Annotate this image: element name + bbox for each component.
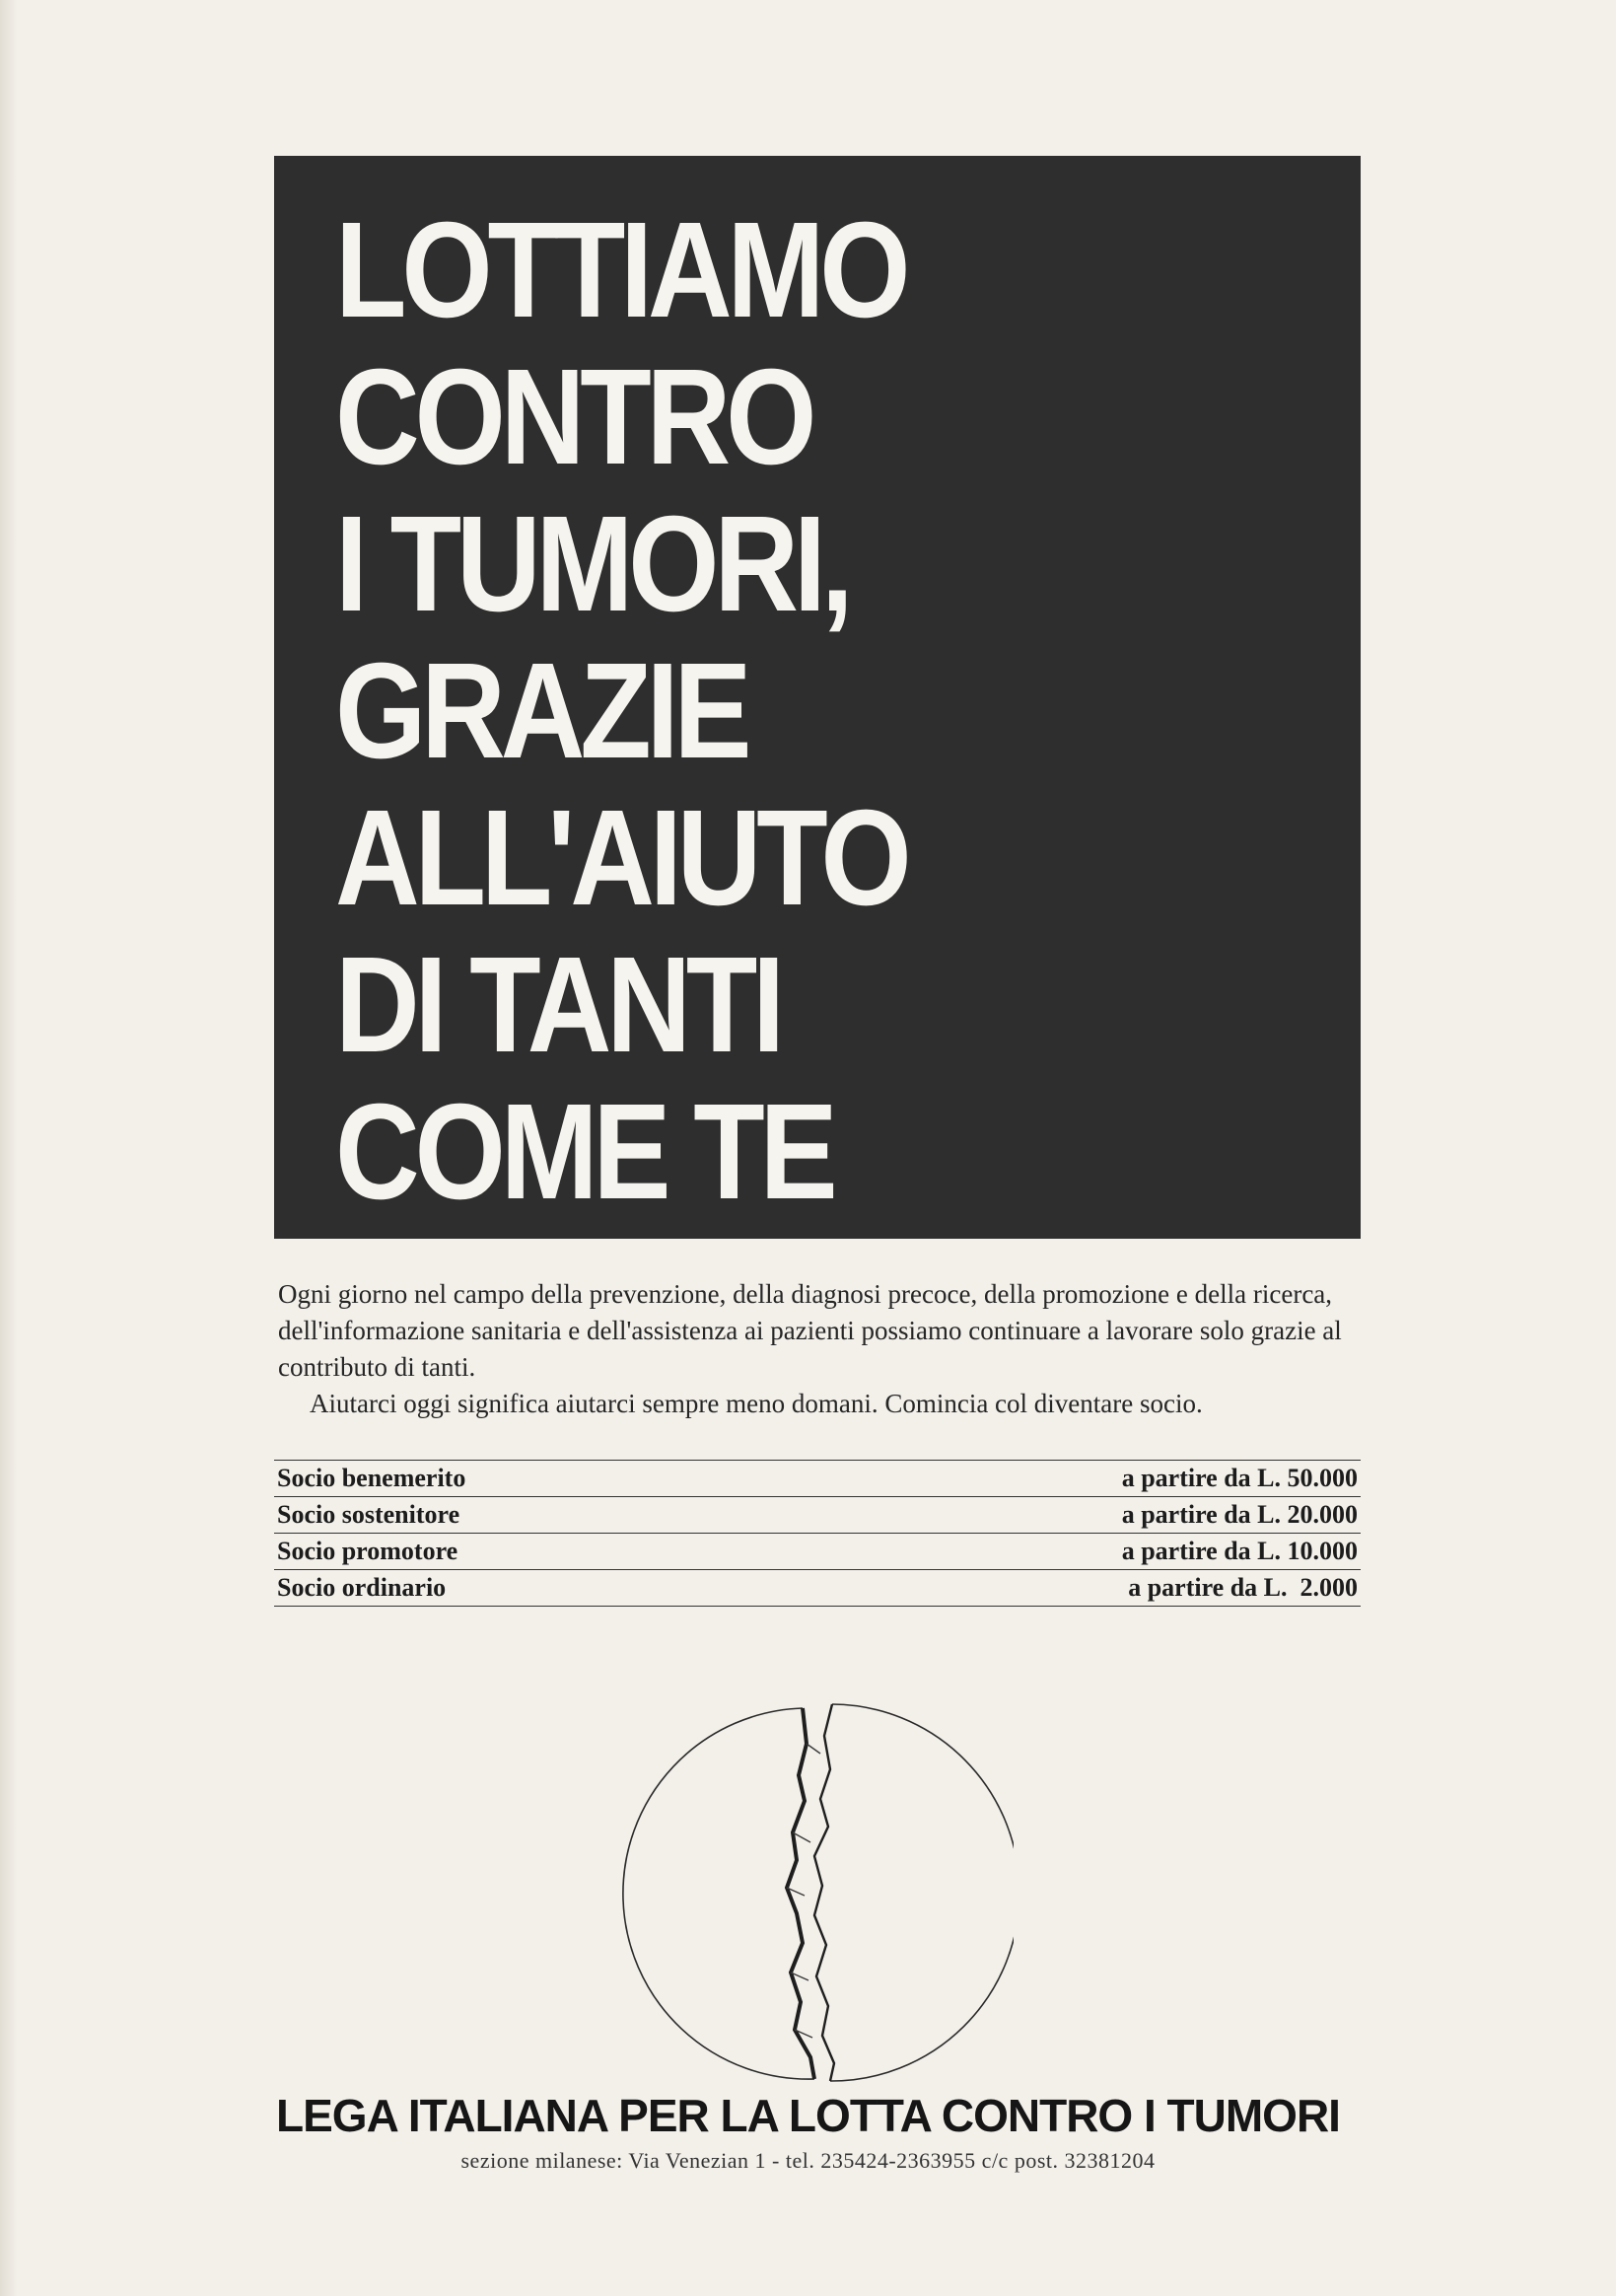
membership-price: a partire da L. 20.000 [1121, 1500, 1358, 1529]
headline-line-3: I TUMORI, [335, 488, 849, 640]
organization-address: sezione milanese: Via Venezian 1 - tel. 235424-2363955 c/c post. 32381204 [460, 2148, 1156, 2173]
headline-line-4: GRAZIE [335, 635, 747, 787]
paper-edge [0, 0, 18, 2296]
headline-line-1: LOTTIAMO [335, 194, 906, 346]
membership-price: a partire da L. 10.000 [1121, 1537, 1358, 1565]
membership-type: Socio promotore [277, 1537, 458, 1565]
membership-row [274, 1461, 1361, 1497]
headline-box [274, 156, 1361, 1239]
cracked-circle-icon [619, 1685, 1014, 2099]
body-text [278, 1276, 1361, 1422]
membership-price: a partire da L. 50.000 [1121, 1464, 1358, 1492]
body-paragraph-1: Ogni giorno nel campo della prevenzione, della diagnosi precoce, della promozione e della ricerca, dell'informazione sanitaria e dell'assistenza ai pazienti possiamo continuare a lavorare solo grazie al contributo di tanti. [278, 1279, 1342, 1382]
membership-type: Socio benemerito [277, 1464, 466, 1492]
headline-line-7: COME TE [335, 1076, 833, 1228]
membership-type: Socio ordinario [277, 1573, 447, 1602]
membership-row [274, 1570, 1361, 1607]
membership-row [274, 1497, 1361, 1534]
membership-price: a partire da L. 2.000 [1128, 1573, 1358, 1602]
headline-line-2: CONTRO [335, 341, 812, 493]
headline-line-6: DI TANTI [335, 929, 780, 1081]
membership-table [274, 1460, 1361, 1607]
organization-name: LEGA ITALIANA PER LA LOTTA CONTRO I TUMORI [276, 2090, 1340, 2141]
membership-type: Socio sostenitore [277, 1500, 460, 1529]
headline-line-5: ALL'AIUTO [335, 782, 907, 934]
body-paragraph-2: Aiutarci oggi significa aiutarci sempre meno domani. Comincia col diventare socio. [310, 1389, 1203, 1418]
membership-row [274, 1534, 1361, 1570]
